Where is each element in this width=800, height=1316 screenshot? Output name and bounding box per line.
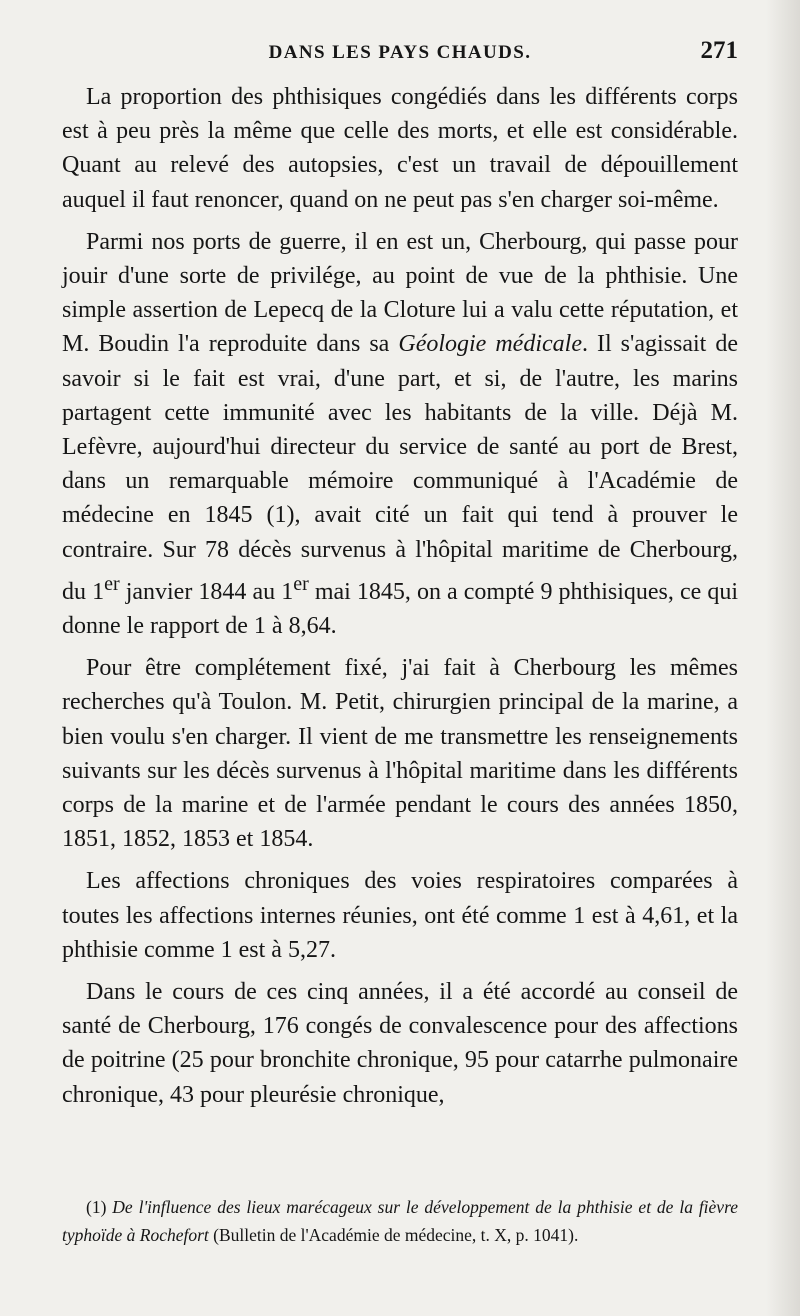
- book-title-italic: Géologie médicale: [398, 331, 582, 358]
- paragraph-2-part-2: . Il s'agissait de savoir si le fait est vrai, d'une part, et si, de l'autre, les marins partagent cette immunité avec les habitants de la ville. Déjà M. Lefèvre, aujourd'hui directeur du service de santé au port de Brest, dans un remarquable mémoire communiqué à l'Académie de médecine en 1845 (1), avait cité un fait qui tend à prouver le contraire. Sur 78 décès survenus à l'hôpital maritime de Cherbourg, du 1: [62, 331, 738, 605]
- footnote: [62, 1193, 738, 1249]
- paragraph-2-part-1: Parmi nos ports de guerre, il en est un, Cherbourg, qui passe pour jouir d'une sorte de privilége, au point de vue de la phthisie. Une simple assertion de Lepecq de la Cloture lui a valu cette réputation, et M. Boudin l'a reproduite dans sa: [62, 228, 738, 358]
- footnote-reference: (Bulletin de l'Académie de médecine, t. X, p. 1041).: [208, 1225, 579, 1245]
- footnote-marker: (1): [86, 1197, 113, 1217]
- superscript-er-2: er: [293, 572, 309, 595]
- footnote-title: De l'influence des lieux marécageux sur le développement de la phthisie et de la fièvre typhoïde à Rochefort: [62, 1197, 739, 1245]
- paragraph-2-part-4: mai 1845, on a compté 9 phthisiques, ce qui donne le rapport de 1 à 8,64.: [62, 578, 738, 640]
- superscript-er-1: er: [104, 572, 120, 595]
- paragraph-2: [62, 225, 738, 643]
- page-number: 271: [700, 37, 738, 64]
- paragraph-1: La proportion des phthisiques congédiés dans les différents corps est à peu près la même que celle des morts, et elle est considérable. Quant au relevé des autopsies, c'est un travail de dépouillement auquel il faut renoncer, quand on ne peut pas s'en charger soi-même.: [62, 84, 738, 213]
- paragraph-5: Dans le cours de ces cinq années, il a été accordé au conseil de santé de Cherbourg, 176 congés de convalescence pour des affections de poitrine (25 pour bronchite chronique, 95 pour catarrhe pulmonaire chronique, 43 pour pleurésie chronique,: [62, 979, 738, 1108]
- paragraph-3: Pour être complétement fixé, j'ai fait à Cherbourg les mêmes recherches qu'à Toulon. M. Petit, chirurgien principal de la marine, a bien voulu s'en charger. Il vient de me transmettre les renseignements suivants sur les décès survenus à l'hôpital maritime dans les différents corps de la marine et de l'armée pendant le cours des années 1850, 1851, 1852, 1853 et 1854.: [62, 655, 738, 853]
- paragraph-4: Les affections chroniques des voies respiratoires comparées à toutes les affections internes réunies, ont été comme 1 est à 4,61, et la phthisie comme 1 est à 5,27.: [62, 868, 738, 963]
- running-title: DANS LES PAYS CHAUDS.: [268, 42, 532, 63]
- paragraph-2-part-3: janvier 1844 au 1: [119, 578, 294, 605]
- page-header: [62, 36, 738, 76]
- body-text: [62, 80, 738, 1112]
